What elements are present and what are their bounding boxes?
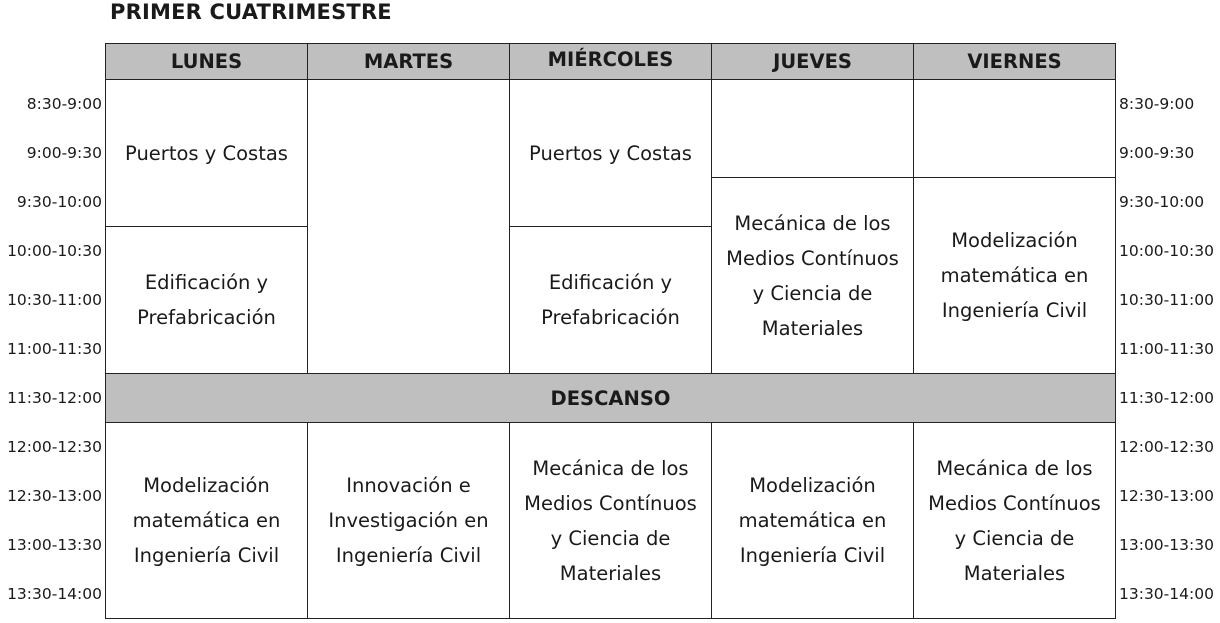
- class-line: y Ciencia de: [550, 526, 671, 550]
- time-label-left: 13:00-13:30: [7, 536, 102, 554]
- class-line: y Ciencia de: [954, 526, 1075, 550]
- class-cell: [105, 422, 308, 619]
- class-line: Modelización: [951, 229, 1078, 252]
- day-header-miercoles: MIÉRCOLES: [509, 43, 712, 80]
- class-cell: [509, 226, 712, 374]
- class-line: Medios Contínuos: [726, 246, 899, 270]
- class-line: Ingeniería Civil: [941, 299, 1088, 322]
- class-line: Materiales: [761, 316, 864, 340]
- time-label-right: 13:30-14:00: [1119, 585, 1214, 603]
- class-cell: [913, 177, 1116, 374]
- class-line: Ingeniería Civil: [335, 544, 482, 567]
- class-line: Investigación en: [328, 509, 489, 532]
- time-label-right: 10:30-11:00: [1119, 291, 1214, 309]
- time-label-right: 11:00-11:30: [1119, 340, 1214, 358]
- time-label-right: 13:00-13:30: [1119, 536, 1214, 554]
- time-label-right: 10:00-10:30: [1119, 242, 1214, 260]
- empty-cell: [913, 79, 1116, 178]
- class-line: Materiales: [963, 561, 1066, 585]
- time-label-left: 12:30-13:00: [7, 487, 102, 505]
- time-label-right: 12:00-12:30: [1119, 438, 1214, 456]
- class-cell: [913, 422, 1116, 619]
- class-cell: [307, 422, 510, 619]
- class-line: Puertos y Costas: [529, 141, 692, 165]
- time-label-left: 11:30-12:00: [7, 389, 102, 407]
- class-line: Ingeniería Civil: [133, 544, 280, 567]
- empty-cell: [711, 79, 914, 178]
- class-line: Ingeniería Civil: [739, 544, 886, 567]
- break-row: DESCANSO: [105, 373, 1116, 423]
- class-line: Prefabricación: [137, 306, 276, 329]
- class-line: Mecánica de los: [532, 456, 689, 480]
- empty-cell: [307, 79, 510, 374]
- time-label-right: 8:30-9:00: [1119, 95, 1195, 113]
- time-label-right: 12:30-13:00: [1119, 487, 1214, 505]
- time-label-right: 9:30-10:00: [1119, 193, 1205, 211]
- class-cell: [105, 79, 308, 227]
- class-line: Prefabricación: [541, 306, 680, 329]
- class-line: Edificación y: [144, 271, 269, 294]
- time-label-left: 13:30-14:00: [7, 585, 102, 603]
- class-line: Mecánica de los: [734, 211, 891, 235]
- day-header-jueves: JUEVES: [711, 43, 914, 80]
- class-line: matemática en: [940, 264, 1089, 287]
- class-cell: [509, 79, 712, 227]
- time-label-right: 9:00-9:30: [1119, 144, 1195, 162]
- schedule-table: [105, 43, 1116, 619]
- time-label-left: 9:30-10:00: [16, 193, 102, 211]
- class-line: y Ciencia de: [752, 281, 873, 305]
- class-line: Medios Contínuos: [928, 491, 1101, 515]
- class-line: Modelización: [143, 474, 270, 497]
- class-line: Innovación e: [346, 474, 471, 497]
- class-cell: [105, 226, 308, 374]
- class-line: matemática en: [738, 509, 887, 532]
- class-line: Edificación y: [548, 271, 673, 294]
- time-label-left: 10:30-11:00: [7, 291, 102, 309]
- time-label-left: 11:00-11:30: [7, 340, 102, 358]
- class-cell: [711, 422, 914, 619]
- time-label-left: 8:30-9:00: [26, 95, 102, 113]
- class-line: matemática en: [132, 509, 281, 532]
- time-label-left: 9:00-9:30: [26, 144, 102, 162]
- class-line: Materiales: [559, 561, 662, 585]
- class-line: Mecánica de los: [936, 456, 1093, 480]
- class-cell: [711, 177, 914, 374]
- day-header-viernes: VIERNES: [913, 43, 1116, 80]
- class-line: Puertos y Costas: [125, 141, 288, 165]
- day-header-martes: MARTES: [307, 43, 510, 80]
- class-cell: [509, 422, 712, 619]
- page-title: PRIMER CUATRIMESTRE: [110, 0, 392, 24]
- day-header-lunes: LUNES: [105, 43, 308, 80]
- time-label-right: 11:30-12:00: [1119, 389, 1214, 407]
- time-label-left: 12:00-12:30: [7, 438, 102, 456]
- class-line: Medios Contínuos: [524, 491, 697, 515]
- time-label-left: 10:00-10:30: [7, 242, 102, 260]
- class-line: Modelización: [749, 474, 876, 497]
